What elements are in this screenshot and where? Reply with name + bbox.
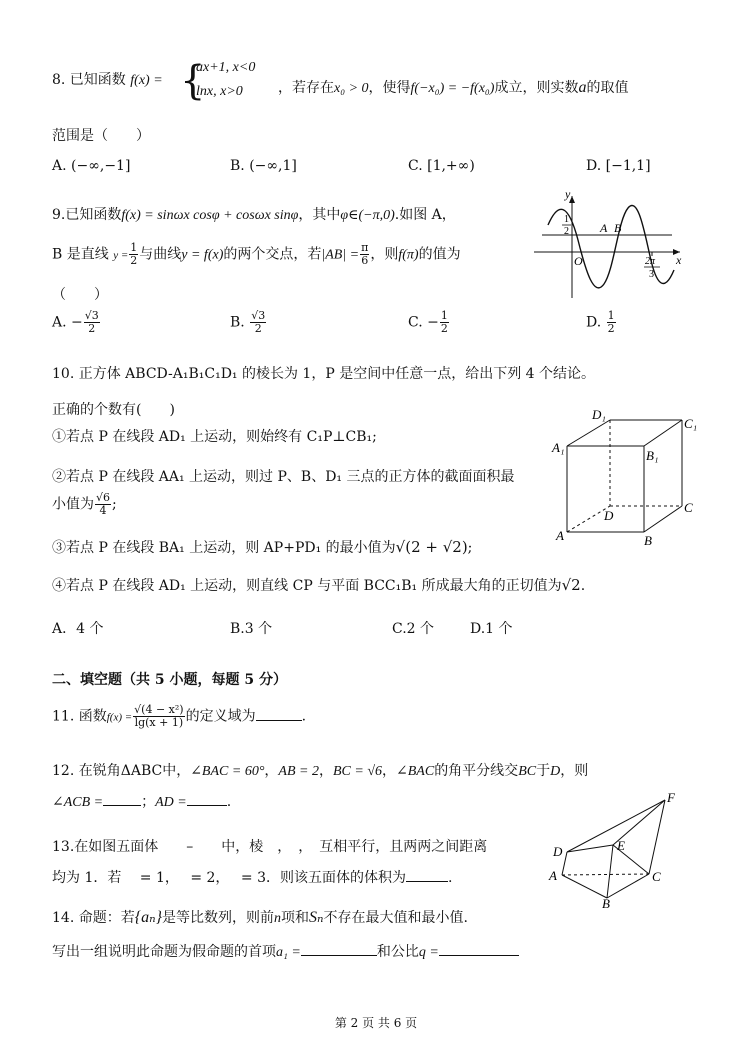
q13-line2 [52, 867, 452, 887]
q8-fx: f(x) = [130, 73, 163, 88]
q10-s4-val: √2 [561, 576, 581, 594]
q10-option-b: B.3 个 [230, 621, 273, 637]
q11-blank[interactable] [256, 720, 302, 721]
q10-option-a: A．4 个 [52, 621, 104, 637]
q9-graph-tick-den: 3 [649, 269, 654, 280]
q9-fpi: f(π) [398, 247, 419, 263]
q9-option-d [586, 310, 617, 335]
q14-a1: a₁ = [276, 945, 301, 960]
q9-half-den: 2 [130, 254, 138, 267]
q10-cube-figure [550, 402, 700, 547]
q8-mid2: ，使得 [368, 80, 411, 96]
q13-line2a: 均为 1．若 = 1， = 2， = 3．则该五面体的体积为 [52, 870, 406, 886]
q10-cube-b: B [644, 533, 652, 547]
q9-half-num: 1 [130, 241, 138, 254]
q9-fx: f(x) = sinωx cosφ + cosωx sinφ [121, 208, 299, 223]
q9-graph-origin: O [574, 254, 583, 268]
q8-lead: 8. 已知函数 [52, 72, 126, 88]
q10-statement-2b [52, 492, 117, 517]
q8-option-c: C. [1,+∞) [408, 158, 475, 174]
q14-blank-q[interactable] [439, 955, 519, 956]
q9-line1 [52, 204, 456, 224]
q13-fig-c: C [652, 869, 661, 884]
q9-graph-tick-num: 2π [645, 256, 656, 267]
q11-num: √(4 − x²) [134, 703, 184, 716]
q8-option-b: B. (−∞,1] [230, 158, 297, 174]
q9-opt-a-label: A. [52, 314, 67, 331]
q10-s4-post: . [580, 578, 586, 594]
q10-option-c: C.2 个 [392, 621, 435, 637]
q12-mid1: 中， [162, 763, 191, 779]
q12-ad: AD = [155, 795, 187, 810]
q12-semi: ； [141, 794, 156, 810]
q8-line2: 范围是（ ） [52, 128, 150, 144]
q11-tail: 的定义域为 [185, 708, 256, 725]
q9-option-c [408, 310, 450, 335]
q9-mid: ，其中 [298, 207, 341, 223]
q14-sn: Sₙ [309, 909, 324, 926]
q11-lead: 11. 函数 [52, 708, 107, 725]
q14-line1 [52, 907, 468, 927]
q9-opt-d-num: 1 [607, 309, 615, 322]
page-footer: 第 2 页 共 6 页 [334, 1016, 418, 1030]
q9-opt-d-den: 2 [607, 322, 615, 335]
q12-bac2: ∠BAC [396, 764, 435, 779]
q12-sep1: ， [264, 763, 279, 779]
q8-cond: x₀ > 0 [334, 81, 369, 96]
q14-an: {aₙ} [134, 909, 162, 926]
q13-fig-b: B [602, 896, 610, 908]
q8-mid: ，若存在 [278, 80, 334, 96]
q10-s2b-num: √6 [96, 491, 111, 504]
q12-lead: 12. 在锐角 [52, 763, 121, 779]
q10-line2: 正确的个数有( ) [52, 402, 175, 418]
q14-lead: 14. 命题：若 [52, 910, 135, 926]
q12-line1 [52, 760, 588, 780]
q9-opt-a-num: √3 [84, 309, 99, 322]
q13-blank[interactable] [406, 881, 448, 882]
q12-mid2: 的角平分线交 [434, 763, 519, 779]
q9-graph-y-label: y [565, 190, 571, 201]
q14-mid2: 项和 [281, 910, 309, 926]
q13-fig-a: A [549, 868, 557, 883]
q12-blank-acb[interactable] [103, 805, 141, 806]
q9-line2 [52, 242, 461, 267]
q8-a: a [578, 79, 587, 96]
q9-option-b [230, 310, 267, 335]
q14-blank-a1[interactable] [301, 955, 377, 956]
q8-tail2: 的取值 [586, 80, 629, 96]
q10-cube-c: C [684, 500, 693, 515]
q9-opt-d-label: D. [586, 314, 602, 331]
q12-sep3: ， [382, 763, 397, 779]
q14-tail: 不存在最大值和最小值. [323, 910, 468, 926]
q13-fig-f: F [667, 790, 675, 805]
q12-mid4: ，则 [560, 763, 589, 779]
q9-lead: 9.已知函数 [52, 207, 122, 223]
q8-case2: lnx, x>0 [196, 84, 243, 99]
q9-line2e: ，则 [370, 246, 399, 263]
q12-bac: ∠BAC = 60° [190, 764, 265, 779]
q9-abs: |AB| = [321, 247, 360, 263]
q10-s3-pre: ③若点 P 在线段 BA₁ 上运动，则 AP+PD₁ 的最小值为 [52, 540, 396, 556]
q10-s2b-den: 4 [99, 504, 107, 517]
q9-opt-c-num: 1 [440, 309, 448, 322]
q10-line1: 10. 正方体 ABCD-A₁B₁C₁D₁ 的棱长为 1，P 是空间中任意一点，给出下列 4 个结论。 [52, 366, 596, 382]
q9-tail: .如图 A， [394, 207, 456, 223]
q12-acb: ∠ACB = [52, 795, 104, 810]
q10-statement-3 [52, 537, 472, 557]
q11-line [52, 704, 306, 729]
q8-brace: { [180, 58, 206, 104]
q10-cube-c1: C₁ [684, 416, 698, 431]
q12-blank-ad[interactable] [187, 805, 227, 806]
q12-triangle: ΔABC [120, 763, 163, 779]
q9-line2f: 的值为 [418, 246, 461, 263]
q13-fig-d: D [553, 844, 563, 859]
q9-opt-b-label: B. [230, 314, 245, 331]
q8-eq: f(−x₀) = −f(x₀) [410, 81, 495, 96]
q13-pentahedron-figure [545, 790, 685, 908]
q9-pi6-den: 6 [361, 254, 369, 267]
q9-opt-b-den: 2 [254, 322, 262, 335]
q12-mid3: 于 [536, 763, 551, 779]
q12-line2 [52, 791, 231, 811]
q12-bc2: BC [518, 764, 537, 779]
q10-cube-d: D [604, 508, 614, 523]
q8-line1 [52, 69, 163, 89]
q10-s3-val: √(2 + √2) [395, 538, 468, 556]
q14-n: n [274, 911, 281, 926]
q13-fig-e: E [617, 838, 625, 853]
q14-line2a: 写出一组说明此命题为假命题的首项 [52, 944, 276, 960]
q10-cube-b1: B₁ [646, 448, 659, 463]
q8-case1: ax+1, x<0 [196, 60, 256, 75]
q12-end: . [226, 794, 232, 810]
q8-tail: 成立，则实数 [494, 80, 579, 96]
q9-line2b: 与曲线 [139, 246, 182, 263]
q10-s2b-post: ; [112, 496, 117, 513]
q9-paren: （ ） [52, 287, 108, 303]
q10-cube-a: A [556, 528, 564, 543]
q10-option-d: D.1 个 [470, 621, 513, 637]
q9-opt-b-num: √3 [251, 309, 266, 322]
q10-statement-2a: ②若点 P 在线段 AA₁ 上运动，则过 P、B、D₁ 三点的正方体的截面面积最 [52, 469, 515, 485]
q14-line2b: 和公比 [376, 944, 419, 960]
q12-ab: AB = 2 [278, 764, 319, 779]
q9-sine-graph [530, 190, 690, 302]
q10-statement-1: ①若点 P 在线段 AD₁ 上运动，则始终有 C₁P⊥CB₁; [52, 429, 377, 445]
q9-graph-point-a: A [600, 221, 608, 235]
q9-opt-a-sign: − [71, 314, 83, 331]
q9-option-a [52, 310, 101, 335]
q9-line2a: B 是直线 [52, 246, 109, 263]
q14-q: q = [418, 945, 439, 960]
q9-line2c: y = f(x) [181, 247, 224, 263]
q9-opt-c-sign: − [427, 314, 439, 331]
q9-opt-c-label: C. [408, 314, 423, 331]
q13-line1: 13.在如图五面体 – 中，棱 ， ， 互相平行，且两两之间距离 [52, 839, 488, 855]
q11-fx: f(x) = [106, 711, 133, 724]
q10-s3-post: ; [467, 540, 473, 556]
q10-s4-pre: ④若点 P 在线段 AD₁ 上运动，则直线 CP 与平面 BCC₁B₁ 所成最大角的正切值为 [52, 578, 562, 594]
q11-den: lg(x + 1) [134, 716, 184, 729]
q9-graph-half-num: 1 [564, 214, 569, 225]
q9-phi: φ∈(−π,0) [340, 208, 395, 223]
q12-sep2: ， [318, 763, 333, 779]
q9-line2d: 的两个交点，若 [223, 246, 322, 263]
q10-cube-a1: A₁ [552, 440, 565, 455]
q9-graph-half-den: 2 [564, 226, 569, 237]
q11-end: . [301, 708, 307, 725]
q8-option-a: A. (−∞,−1] [52, 158, 131, 174]
q9-pi6-num: π [361, 241, 369, 254]
section-heading-fill-in: 二、填空题（共 5 小题，每题 5 分） [52, 672, 287, 688]
q9-opt-a-den: 2 [88, 322, 96, 335]
q9-line2y: y = [113, 249, 129, 262]
q9-graph-point-b: B [614, 221, 622, 235]
q10-statement-4 [52, 575, 585, 595]
q12-d: D [550, 764, 561, 779]
q14-line2 [52, 941, 519, 961]
q12-bc: BC = √6 [332, 764, 383, 779]
q8-line1-rest [278, 77, 628, 97]
q10-cube-d1: D₁ [592, 407, 606, 422]
q9-opt-c-den: 2 [440, 322, 448, 335]
q13-end: . [447, 870, 453, 886]
q9-graph-x-label: x [676, 253, 682, 267]
q10-s2b-pre: 小值为 [52, 496, 94, 513]
q14-mid: 是等比数列，则前 [162, 910, 274, 926]
q8-option-d: D. [−1,1] [586, 158, 651, 174]
